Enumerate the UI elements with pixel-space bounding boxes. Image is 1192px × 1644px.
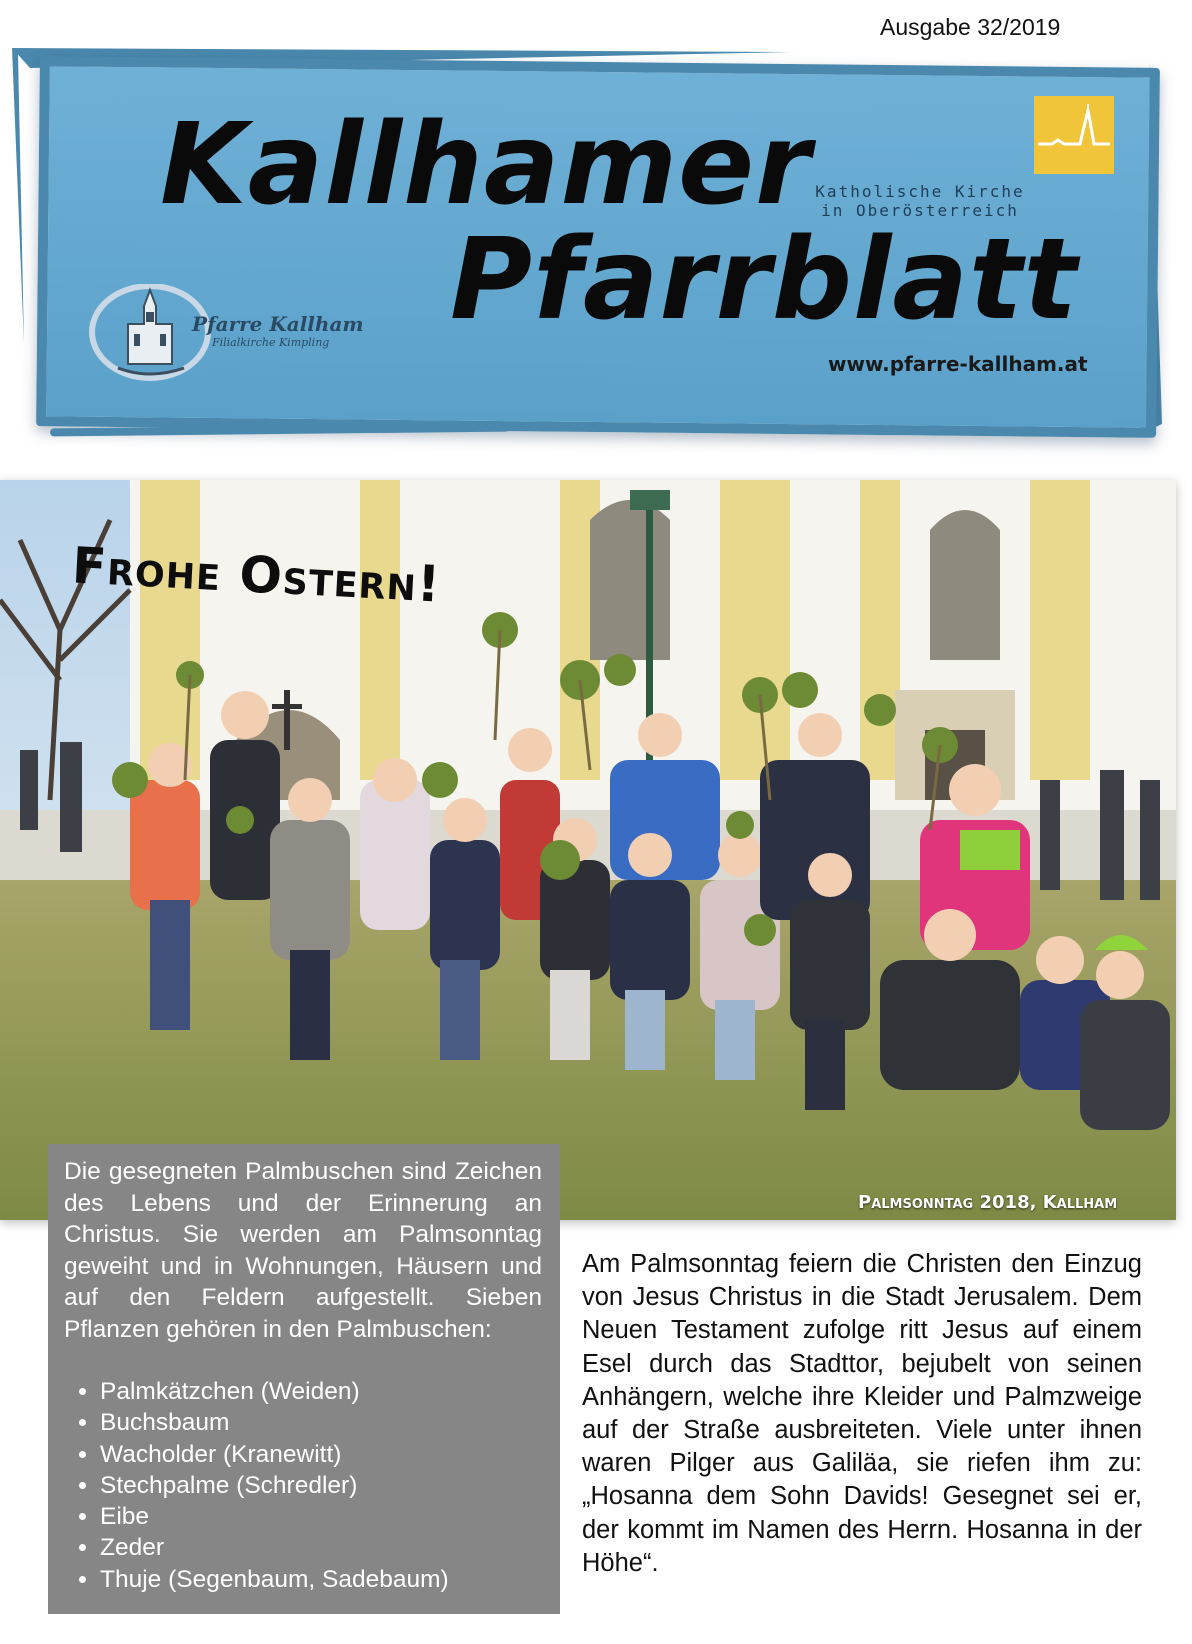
plant-list-item: • Thuje (Segenbaum, Sadebaum): [100, 1564, 542, 1595]
masthead-title-line2: Pfarrblatt: [450, 215, 1079, 345]
plant-list-item: • Buchsbaum: [100, 1407, 542, 1438]
palm-bush-info-box: [48, 1144, 560, 1614]
masthead-title-line1: Kallhamer: [160, 100, 812, 230]
diocese-label: [805, 182, 1035, 220]
palm-sunday-story: Am Palmsonntag feiern die Christen den Einzug von Jesus Christus in die Stadt Jerusalem. Dem Neuen Testament zufolge ritt Jesus auf einem Esel durch das Stadttor, bejubelt von seinen Anhängern, welche ihre Kleider und Palmzweige auf der Straße ausbreiteten. Viele unter ihnen waren Pilger aus Galiläa, sie riefen ihm zu: „Hosanna dem Sohn Davids! Gesegnet sei er, der kommt im Namen des Herrn. Hosanna in der Höhe“.: [582, 1250, 1142, 1577]
plant-list: [64, 1376, 542, 1595]
photo-caption: Palmsonntag 2018, Kallham: [858, 1192, 1118, 1213]
website-link[interactable]: www.pfarre-kallham.at: [828, 352, 1088, 376]
plant-list-item: • Wacholder (Kranewitt): [100, 1439, 542, 1470]
plant-list-item: • Palmkätzchen (Weiden): [100, 1376, 542, 1407]
diocese-line2: in Oberösterreich: [821, 201, 1019, 220]
info-box-text: Die gesegneten Palmbuschen sind Zeichen des Lebens und der Erinnerung an Christus. Sie werden am Palmsonntag geweiht und in Wohnungen, Häusern und auf den Feldern aufgestellt. Sieben Pflanzen gehören in den Palmbuschen:: [64, 1158, 542, 1343]
parish-name: Pfarre Kallham: [192, 312, 364, 336]
plant-list-item: • Zeder: [100, 1532, 542, 1563]
plant-list-item: • Stechpalme (Schredler): [100, 1470, 542, 1501]
easter-greeting: Frohe Ostern!: [70, 536, 443, 614]
issue-number: Ausgabe 32/2019: [880, 14, 1061, 40]
parish-subtitle: Filialkirche Kimpling: [212, 336, 330, 349]
diocese-line1: Katholische Kirche: [815, 182, 1025, 201]
plant-list-item: • Eibe: [100, 1501, 542, 1532]
diocese-logo-icon: [1034, 96, 1114, 174]
